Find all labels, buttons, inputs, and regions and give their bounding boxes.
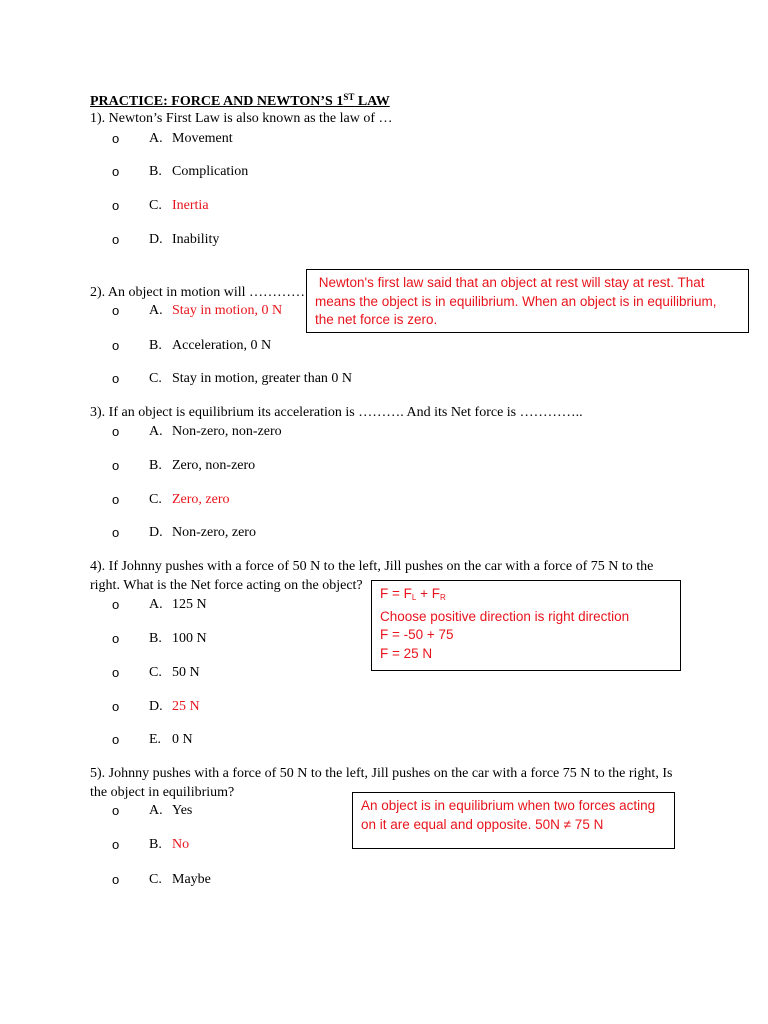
correct-answer-text: Zero, zero <box>172 492 230 507</box>
option-text: 100 N <box>172 631 207 646</box>
question-4-cont: right. What is the Net force acting on the object? <box>90 578 363 593</box>
option-letter: A. <box>149 803 163 818</box>
explanation-box-q4 <box>371 580 681 671</box>
note-line: means the object is in equilibrium. When an object is in equilibrium, <box>315 293 717 309</box>
list-bullet: o <box>112 198 120 213</box>
option-text: 125 N <box>172 597 207 612</box>
option-letter: A. <box>149 597 163 612</box>
note-line: the net force is zero. <box>315 312 438 327</box>
option-letter: D. <box>149 232 163 247</box>
option-letter: A. <box>149 424 163 439</box>
list-bullet: o <box>112 424 120 439</box>
option-letter: D. <box>149 699 163 714</box>
option-letter: C. <box>149 371 162 386</box>
option-letter: B. <box>149 338 162 353</box>
question-5: 5). Johnny pushes with a force of 50 N to the left, Jill pushes on the car with a force 75 N to the right, Is <box>90 766 673 781</box>
question-3: 3). If an object is equilibrium its acceleration is ………. And its Net force is ………….. <box>90 405 583 420</box>
option-text: Maybe <box>172 872 211 887</box>
note-line: F = 25 N <box>380 645 433 661</box>
question-5-cont: the object in equilibrium? <box>90 785 235 800</box>
option-letter: C. <box>149 665 162 680</box>
option-letter: B. <box>149 458 162 473</box>
list-bullet: o <box>112 371 120 386</box>
list-bullet: o <box>112 803 120 818</box>
page-title: PRACTICE: FORCE AND NEWTON’S 1ST LAW <box>90 92 390 109</box>
option-text: Yes <box>172 803 193 818</box>
list-bullet: o <box>112 303 120 318</box>
correct-answer-text: Stay in motion, 0 N <box>172 303 283 318</box>
option-text: Inability <box>172 232 220 247</box>
note-line: F = -50 + 75 <box>380 627 454 642</box>
option-text: 0 N <box>172 732 193 747</box>
list-bullet: o <box>112 631 120 646</box>
question-2: 2). An object in motion will ………… <box>90 285 306 300</box>
option-text: Complication <box>172 164 249 179</box>
option-letter: E. <box>149 732 162 747</box>
list-bullet: o <box>112 164 120 179</box>
list-bullet: o <box>112 131 120 146</box>
option-letter: A. <box>149 303 163 318</box>
option-text: Movement <box>172 131 233 146</box>
option-letter: C. <box>149 492 162 507</box>
option-letter: D. <box>149 525 163 540</box>
option-letter: B. <box>149 837 162 852</box>
note-line: on it are equal and opposite. 50N ≠ 75 N <box>361 816 604 832</box>
correct-answer-text: 25 N <box>172 699 200 714</box>
list-bullet: o <box>112 232 120 247</box>
option-text: Zero, non-zero <box>172 458 256 473</box>
list-bullet: o <box>112 525 120 540</box>
option-letter: C. <box>149 198 162 213</box>
option-text: 50 N <box>172 665 200 680</box>
list-bullet: o <box>112 492 120 507</box>
formula-line: $F = F_L + F_R$ <box>380 586 446 602</box>
correct-answer-text: Inertia <box>172 198 209 213</box>
option-letter: B. <box>149 164 162 179</box>
list-bullet: o <box>112 338 120 353</box>
list-bullet: o <box>112 732 120 747</box>
explanation-box-q2 <box>306 269 749 333</box>
question-4: 4). If Johnny pushes with a force of 50 N to the left, Jill pushes on the car with a force of 75 N to the <box>90 559 654 574</box>
question-1: 1). Newton’s First Law is also known as the law of … <box>90 111 393 126</box>
option-text: Non-zero, non-zero <box>172 424 282 439</box>
list-bullet: o <box>112 665 120 680</box>
explanation-box-q5 <box>352 792 675 849</box>
note-line: Newton's first law said that an object at rest will stay at rest. That <box>315 275 705 290</box>
option-letter: A. <box>149 131 163 146</box>
list-bullet: o <box>112 699 120 714</box>
list-bullet: o <box>112 837 120 852</box>
option-text: Non-zero, zero <box>172 525 256 540</box>
list-bullet: o <box>112 458 120 473</box>
option-text: Acceleration, 0 N <box>172 338 272 353</box>
list-bullet: o <box>112 597 120 612</box>
option-letter: C. <box>149 872 162 887</box>
option-text: Stay in motion, greater than 0 N <box>172 371 353 386</box>
option-letter: B. <box>149 631 162 646</box>
note-line: Choose positive direction is right direction <box>380 608 630 624</box>
correct-answer-text: No <box>172 837 190 852</box>
list-bullet: o <box>112 872 120 887</box>
note-line: An object is in equilibrium when two forces acting <box>361 798 656 813</box>
